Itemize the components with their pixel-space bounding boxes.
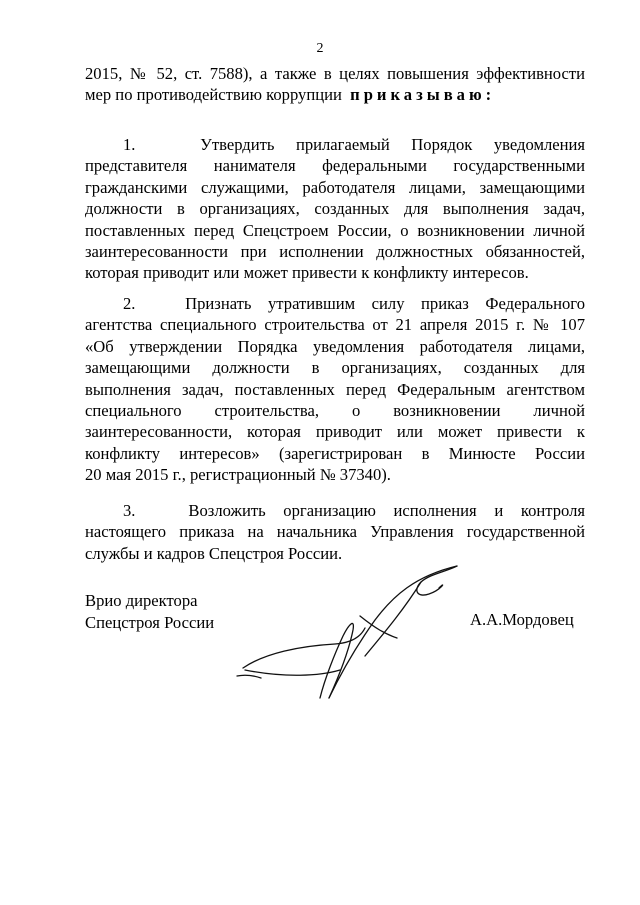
paragraph-2 <box>85 293 585 486</box>
paragraph-line: 3. Возложить организацию исполнения и контроля <box>123 501 585 520</box>
paragraph-line: выполнения задач, поставленных перед Федеральным агентством <box>85 379 585 399</box>
paragraph-line: заинтересованности, которая приводит или может привести к <box>85 422 585 442</box>
order-command: приказываю: <box>350 85 496 105</box>
paragraph-line: заинтересованности при исполнении должностных обязанностей, <box>85 242 585 262</box>
handwritten-signature <box>225 558 485 708</box>
signatory-position <box>85 590 214 634</box>
paragraph-line: гражданскими служащими, работодателя лицами, замещающими <box>85 177 585 197</box>
page-number: 2 <box>316 41 324 56</box>
paragraph-line: поставленных перед Спецстроем России, о возникновении личной <box>85 220 585 240</box>
paragraph-line: 20 мая 2015 г., регистрационный № 37340). <box>85 465 391 485</box>
intro-line-2-text: мер по противодействию коррупции <box>85 85 342 105</box>
intro-paragraph <box>85 63 585 106</box>
signatory-position-line-1: Врио директора <box>85 591 198 610</box>
paragraph-line: «Об утверждении Порядка уведомления работодателя лицами, <box>85 336 585 356</box>
paragraph-line: представителя нанимателя федеральными государственными <box>85 156 585 176</box>
paragraph-3 <box>85 500 585 564</box>
signatory-name: А.А.Мордовец <box>470 610 574 629</box>
paragraph-1 <box>85 134 585 284</box>
paragraph-line: замещающими должности в организациях, созданных для <box>85 358 585 378</box>
intro-line-2 <box>85 84 585 105</box>
paragraph-line: специального строительства, о возникновении личной <box>85 401 585 421</box>
intro-line-1: 2015, № 52, ст. 7588), а также в целях повышения эффективности <box>85 64 585 83</box>
signatory-position-line-2: Спецстроя России <box>85 613 215 632</box>
paragraph-line: 1. Утвердить прилагаемый Порядок уведомления <box>123 135 585 154</box>
paragraph-line: конфликту интересов» (зарегистрирован в Минюсте России <box>85 443 585 463</box>
paragraph-line: настоящего приказа на начальника Управления государственной <box>85 522 585 542</box>
paragraph-line: службы и кадров Спецстроя России. <box>85 543 343 563</box>
paragraph-line: должности в организациях, созданных для выполнения задач, <box>85 199 585 219</box>
paragraph-line: агентства специального строительства от 21 апреля 2015 г. № 107 <box>85 315 585 335</box>
paragraph-line: 2. Признать утратившим силу приказ Федерального <box>123 294 585 313</box>
paragraph-line: которая приводит или может привести к конфликту интересов. <box>85 263 529 283</box>
